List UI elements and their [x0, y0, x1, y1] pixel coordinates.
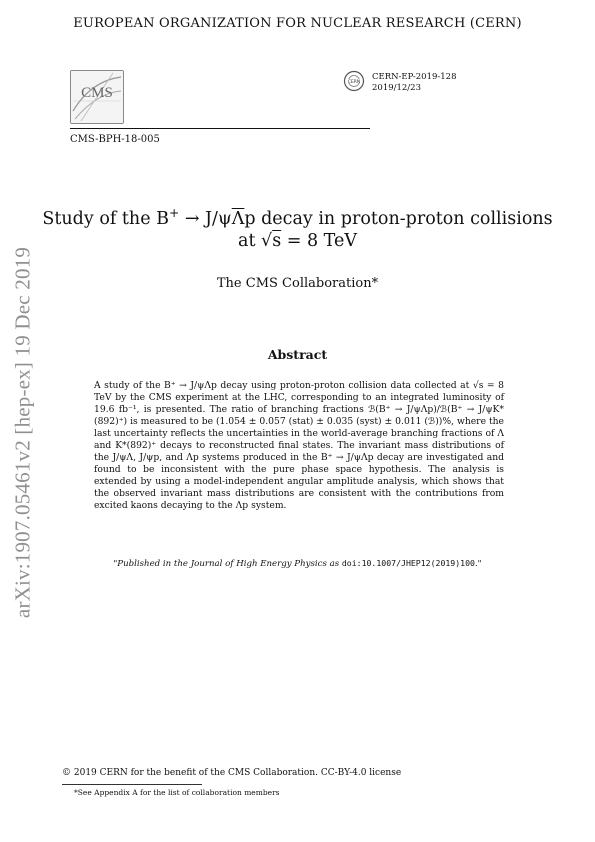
report-date: 2019/12/23: [372, 83, 421, 93]
doi-link[interactable]: doi:10.1007/JHEP12(2019)100: [341, 558, 475, 568]
abstract-text: A study of the B⁺ → J/ψΛp decay using proton-proton collision data collected at √s = 8 TeV by the CMS experiment at the LHC, corresponding to an integrated luminosity of 19.6 fb⁻¹, is presented. The ratio of branching fractions ℬ(B⁺ → J/ψΛp)/ℬ(B⁺ → J/ψK*(892)⁺) is measured to be (1.054 ± 0.057 (stat) ± 0.035 (syst) ± 0.011 (ℬ))%, where the last uncertainty reflects the uncertainties in the world-average branching fractions of Λ and K*(892)⁺ decays to reconstructed final states. The invariant mass distributions of the J/ψΛ, J/ψp, and Λp systems produced in the B⁺ → J/ψΛp decay are investigated and found to be inconsistent with the pure phase space hypothesis. The analysis is extended by using a model-independent angular amplitude analysis, which shows that the observed invariant mass distributions are consistent with the contributions from excited kaons decaying to the Λp system.: [94, 380, 504, 511]
abstract-heading: Abstract: [267, 347, 328, 362]
svg-text:CERN: CERN: [347, 79, 361, 85]
cern-reference-block: [372, 72, 456, 94]
header-rule: [70, 128, 370, 129]
paper-title: [0, 202, 595, 252]
cms-logo-text: CMS: [81, 85, 113, 101]
publication-note: [0, 558, 595, 569]
organization-header: EUROPEAN ORGANIZATION FOR NUCLEAR RESEARCH (CERN): [73, 16, 522, 31]
cern-logo-icon: [340, 70, 368, 92]
publication-note-end: .": [474, 559, 482, 569]
title-line-2: at √s = 8 TeV: [238, 230, 357, 251]
title-line-1: Study of the $B^+ \to J/\psi\overline{\Lambda}p$ decay in proton-proton collisions: [42, 206, 553, 229]
authors: The CMS Collaboration*: [216, 276, 379, 291]
copyright-notice: © 2019 CERN for the benefit of the CMS Collaboration. CC-BY-4.0 license: [62, 768, 402, 778]
arxiv-stamp: arXiv:1907.05461v2 [hep-ex] 19 Dec 2019: [10, 246, 35, 619]
cms-logo: [70, 70, 124, 124]
report-number: CMS-BPH-18-005: [70, 134, 160, 145]
footnote-rule: [62, 784, 202, 785]
publication-note-text: "Published in the Journal of High Energy Physics as: [113, 559, 342, 569]
cern-report-number: CERN-EP-2019-128: [372, 72, 457, 82]
collaboration-footnote: *See Appendix A for the list of collaboration members: [74, 788, 280, 797]
